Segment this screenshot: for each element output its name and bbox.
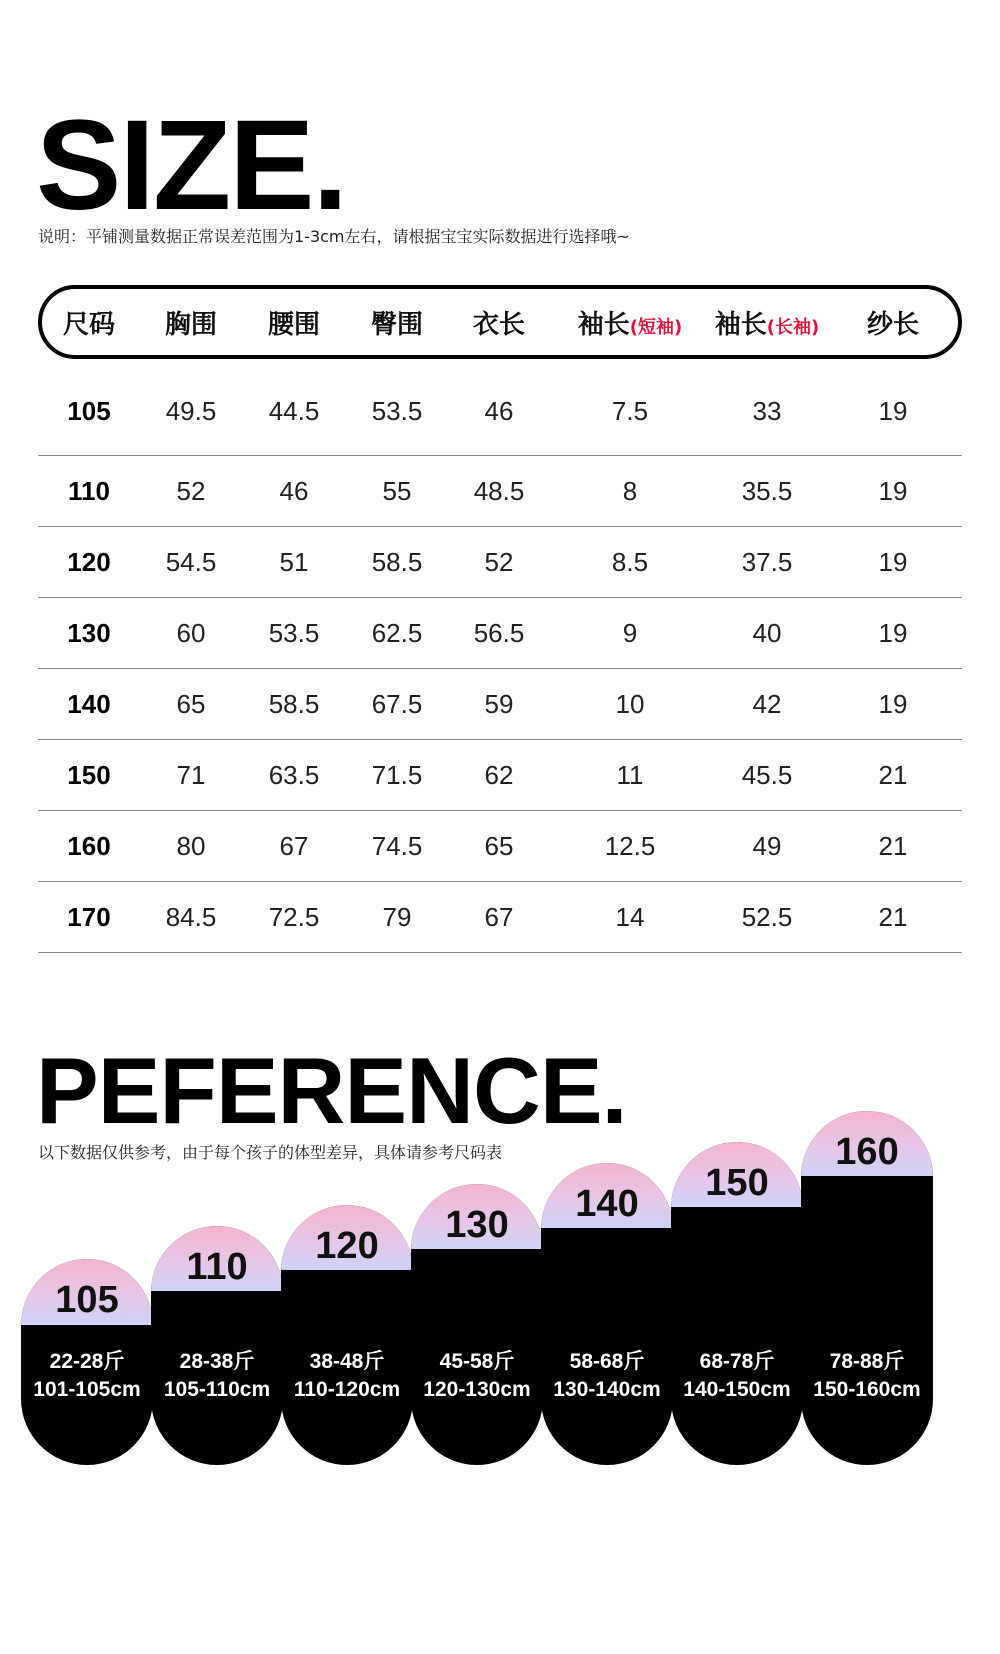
pill-weight-label: 78-88斤 [829,1350,905,1373]
size-cell: 120 [38,527,140,598]
reference-note: 以下数据仅供参考，由于每个孩子的体型差异，具体请参考尺码表 [38,1143,503,1162]
table-header-1 [140,285,242,359]
pill-height-label: 110-120cm [293,1378,401,1401]
measure-cell: 71 [140,740,242,811]
size-pill-140 [541,1163,673,1465]
pill-cap [671,1142,803,1207]
pill-cap [281,1205,413,1270]
size-cell: 150 [38,740,140,811]
reference-title: PEFERENCE. [36,1038,627,1143]
pill-size-label: 160 [835,1131,899,1173]
measure-cell: 19 [824,598,962,669]
measure-cell: 9 [550,598,710,669]
measure-cell: 40 [710,598,824,669]
measure-cell: 80 [140,811,242,882]
pill-cap [21,1259,153,1325]
header-label: 纱长 [866,309,919,340]
pill-size-label: 120 [315,1225,379,1267]
pill-size-label: 130 [445,1204,509,1246]
measure-cell: 19 [824,456,962,527]
measure-cell: 46 [448,359,550,456]
measure-cell: 45.5 [710,740,824,811]
pill-cap [411,1184,543,1249]
table-body [38,359,962,953]
measure-cell: 7.5 [550,359,710,456]
measure-cell: 65 [140,669,242,740]
pill-height-label: 120-130cm [423,1378,531,1401]
measure-cell: 72.5 [242,882,346,953]
size-pill-130 [411,1184,543,1465]
table-header-6 [710,285,824,359]
table-header-2 [242,285,346,359]
measure-cell: 67 [242,811,346,882]
measure-cell: 49 [710,811,824,882]
size-pill-105 [21,1259,153,1465]
measure-cell: 21 [824,811,962,882]
size-cell: 110 [38,456,140,527]
measure-cell: 53.5 [346,359,448,456]
pill-height-label: 150-160cm [813,1378,921,1401]
header-label: 袖长 [577,309,630,340]
size-table [38,285,962,953]
measure-cell: 53.5 [242,598,346,669]
size-cell: 105 [38,359,140,456]
size-cell: 130 [38,598,140,669]
header-label: 尺码 [62,309,115,340]
table-row [38,882,962,953]
measure-cell: 19 [824,669,962,740]
table-row [38,740,962,811]
measure-cell: 74.5 [346,811,448,882]
measure-cell: 44.5 [242,359,346,456]
size-cell: 170 [38,882,140,953]
measure-cell: 49.5 [140,359,242,456]
measure-cell: 55 [346,456,448,527]
pill-size-label: 110 [186,1246,248,1288]
pill-weight-label: 45-58斤 [439,1350,515,1373]
measure-cell: 33 [710,359,824,456]
measure-cell: 51 [242,527,346,598]
table-header-0 [38,285,140,359]
table-header-row [38,285,962,359]
pill-height-label: 101-105cm [33,1378,141,1401]
pill-size-label: 140 [575,1183,639,1225]
header-label: 袖长 [714,309,767,340]
table-header-5 [550,285,710,359]
measure-cell: 14 [550,882,710,953]
measure-cell: 52 [140,456,242,527]
size-pill-150 [671,1142,803,1465]
pill-size-label: 150 [705,1162,769,1204]
measure-cell: 67 [448,882,550,953]
table-row [38,669,962,740]
header-label: 臀围 [370,309,423,340]
header-sublabel: (短袖) [629,316,683,338]
measure-cell: 60 [140,598,242,669]
measure-cell: 35.5 [710,456,824,527]
size-title: SIZE. [36,94,347,237]
size-note: 说明：平铺测量数据正常误差范围为1-3cm左右，请根据宝宝实际数据进行选择哦~ [38,227,630,246]
pill-weight-label: 22-28斤 [49,1350,125,1373]
header-sublabel: (长袖) [766,316,820,338]
measure-cell: 56.5 [448,598,550,669]
header-label: 衣长 [472,309,525,340]
size-pill-120 [281,1205,413,1465]
header-label: 胸围 [164,309,217,340]
measure-cell: 19 [824,359,962,456]
measure-cell: 58.5 [346,527,448,598]
size-pill-160 [801,1111,933,1465]
table-header-7 [824,285,962,359]
pill-cap [151,1226,283,1291]
table-row [38,456,962,527]
measure-cell: 65 [448,811,550,882]
pill-weight-label: 38-48斤 [309,1350,385,1373]
pill-cap [801,1111,933,1176]
size-cell: 140 [38,669,140,740]
table-header-4 [448,285,550,359]
table-row [38,527,962,598]
measure-cell: 67.5 [346,669,448,740]
pill-height-label: 105-110cm [163,1378,271,1401]
table-row [38,359,962,456]
table-row [38,811,962,882]
size-pill-110 [151,1226,283,1465]
measure-cell: 63.5 [242,740,346,811]
measure-cell: 62.5 [346,598,448,669]
pill-cap [541,1163,673,1228]
measure-cell: 19 [824,527,962,598]
measure-cell: 79 [346,882,448,953]
measure-cell: 21 [824,882,962,953]
measure-cell: 37.5 [710,527,824,598]
measure-cell: 52.5 [710,882,824,953]
measure-cell: 12.5 [550,811,710,882]
pill-weight-label: 28-38斤 [179,1350,255,1373]
size-cell: 160 [38,811,140,882]
measure-cell: 48.5 [448,456,550,527]
measure-cell: 59 [448,669,550,740]
table-header-3 [346,285,448,359]
measure-cell: 62 [448,740,550,811]
header-label: 腰围 [267,309,320,340]
measure-cell: 10 [550,669,710,740]
measure-cell: 58.5 [242,669,346,740]
table-row [38,598,962,669]
measure-cell: 46 [242,456,346,527]
measure-cell: 54.5 [140,527,242,598]
pill-height-label: 130-140cm [553,1378,661,1401]
measure-cell: 8 [550,456,710,527]
measure-cell: 8.5 [550,527,710,598]
measure-cell: 52 [448,527,550,598]
pill-height-label: 140-150cm [683,1378,791,1401]
measure-cell: 84.5 [140,882,242,953]
measure-cell: 11 [550,740,710,811]
measure-cell: 42 [710,669,824,740]
measure-cell: 21 [824,740,962,811]
pill-size-label: 105 [55,1279,119,1321]
pill-weight-label: 58-68斤 [569,1350,645,1373]
measure-cell: 71.5 [346,740,448,811]
pill-weight-label: 68-78斤 [699,1350,775,1373]
